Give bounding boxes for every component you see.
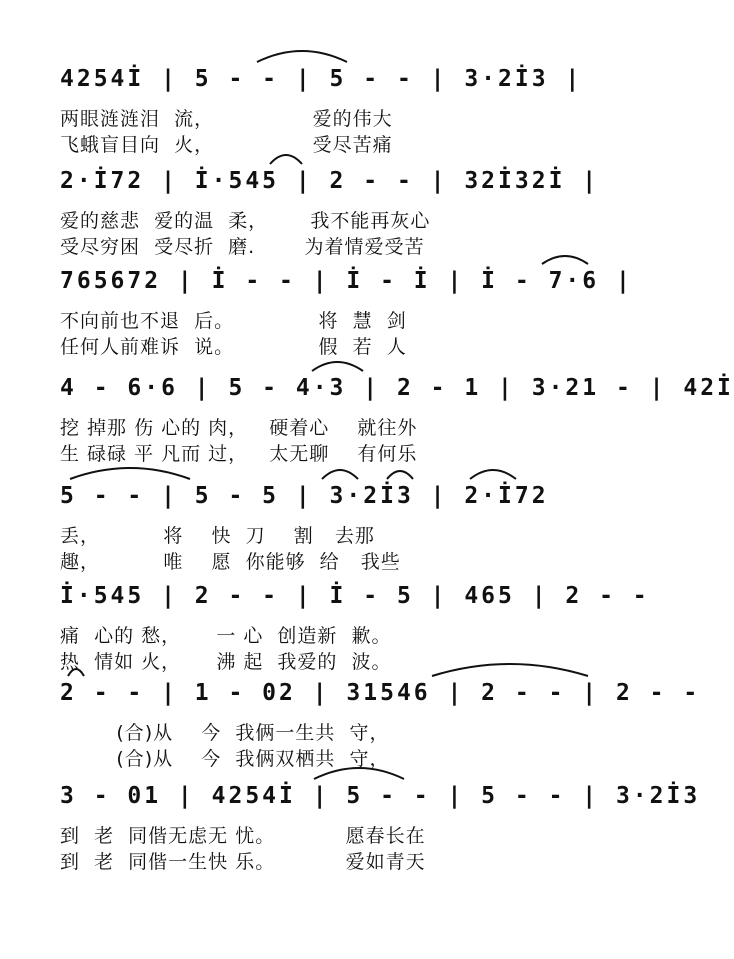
lyric-line-verse-1: 丢， 将 快 刀 割 去那 xyxy=(60,525,375,547)
notes-line: 5 - - | 5 - 5 | 3·2İ3 | 2·İ72 xyxy=(60,483,549,509)
notes-line: 2 - - | 1 - 02 | 31546 | 2 - - | 2 - - xyxy=(60,680,701,706)
lyric-line-verse-1: 到 老 同偕无虑无 忧。 愿春长在 xyxy=(60,825,426,847)
music-system-8 xyxy=(0,783,701,903)
slur-mark xyxy=(468,461,518,481)
slur-mark xyxy=(268,146,304,166)
lyric-line-verse-2: 飞蛾盲目向 火， 受尽苦痛 xyxy=(60,134,393,156)
lyric-line-verse-2: 生 碌碌 平 凡而 过， 太无聊 有何乐 xyxy=(60,443,418,465)
lyric-line-verse-2: 到 老 同偕一生快 乐。 爱如青天 xyxy=(60,851,426,873)
lyric-line-verse-1: 爱的慈悲 爱的温 柔， 我不能再灰心 xyxy=(60,210,431,232)
lyric-line-verse-1: 痛 心的 愁， 一 心 创造新 歉。 xyxy=(60,625,392,647)
notes-line: 765672 | İ - - | İ - İ | İ - 7·6 | xyxy=(60,268,633,294)
slur-mark xyxy=(320,461,360,481)
slur-mark xyxy=(430,658,590,678)
lyric-line-verse-1: 两眼涟涟泪 流， 爱的伟大 xyxy=(60,108,393,130)
lyric-line-verse-2: (合)从 今 我俩双栖共 守， xyxy=(60,748,390,770)
notes-line: 4 - 6·6 | 5 - 4·3 | 2 - 1 | 3·21 - | 42İ xyxy=(60,375,734,401)
lyric-line-verse-2: 趣， 唯 愿 你能够 给 我些 xyxy=(60,551,401,573)
lyric-line-verse-2: 任何人前难诉 说。 假 若 人 xyxy=(60,336,407,358)
notes-line: 2·İ72 | İ·545 | 2 - - | 32İ32İ | xyxy=(60,168,600,194)
lyric-line-verse-2: 热 情如 火， 沸 起 我爱的 波。 xyxy=(60,651,392,673)
slur-mark xyxy=(312,761,407,781)
lyric-line-verse-1: (合)从 今 我俩一生共 守， xyxy=(60,722,390,744)
lyric-line-verse-1: 挖 掉那 伤 心的 肉， 硬着心 就往外 xyxy=(60,417,418,439)
slur-mark xyxy=(310,353,365,373)
lyric-line-verse-2: 受尽穷困 受尽折 磨. 为着情爱受苦 xyxy=(60,236,425,258)
notes-line: 4254İ | 5 - - | 5 - - | 3·2İ3 | xyxy=(60,66,583,92)
slur-mark xyxy=(68,461,193,481)
slur-mark xyxy=(385,461,415,481)
notes-line: İ·545 | 2 - - | İ - 5 | 465 | 2 - - xyxy=(60,583,650,609)
lyric-line-verse-1: 不向前也不退 后。 将 慧 剑 xyxy=(60,310,407,332)
slur-mark xyxy=(255,44,350,64)
notes-line: 3 - 01 | 4254İ | 5 - - | 5 - - | 3·2İ3 xyxy=(60,783,701,809)
music-system-7 xyxy=(0,680,701,800)
slur-mark xyxy=(66,658,86,678)
slur-mark xyxy=(540,246,590,266)
